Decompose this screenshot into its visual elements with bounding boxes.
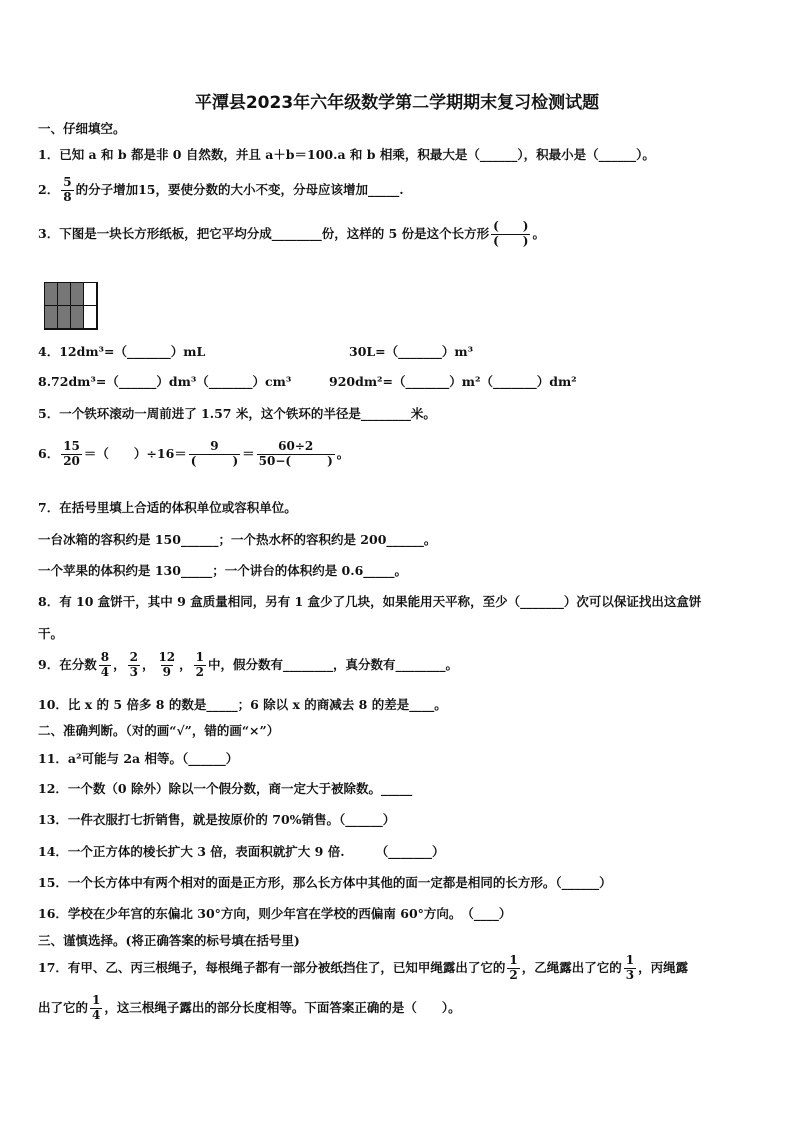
fraction: $\frac{5}{8}$ [63, 175, 72, 204]
question-7-line-2: 一个苹果的体积约是 130_____；一个讲台的体积约是 0.6_____。 [38, 563, 408, 578]
question-16: 16．学校在少年宫的东偏北 30°方向，则少年宫在学校的西偏南 60°方向。 （____） [38, 906, 512, 921]
question-6: 6． $\frac{15}{20}$ ＝（ ）÷16＝ $\frac{9}{( )}$ ＝ $\frac{60\div 2}{50-( )}$ 。 [38, 439, 350, 468]
section-1-heading: 一、仔细填空。 [38, 121, 126, 136]
fraction: $\frac{60\div 2}{50-( )}$ [258, 439, 333, 468]
question-1: 1．已知 a 和 b 都是非 0 自然数，并且 a＋b＝100.a 和 b 相乘，积最大是（______），积最小是（______）。 [38, 147, 655, 162]
rectangle-grid-figure [44, 282, 98, 330]
question-3: 3．下图是一块长方形纸板，把它平均分成________份，这样的 5 份是这个长方形 $\frac{( )}{( )}$ 。 [38, 219, 545, 248]
question-4-part-d: 920dm²=（_______）m²（_______）dm² [329, 374, 577, 389]
question-9: 9．在分数 $\frac{8}{4}$ ， $\frac{2}{3}$ ， $\frac{12}{9}$ ， $\frac{1}{2}$ 中，假分数有________，真分数有________。 [38, 650, 459, 679]
fraction: $\frac{1}{2}$ [509, 953, 518, 982]
fraction: $\frac{1}{3}$ [625, 953, 635, 982]
section-2-heading: 二、准确判断。（对的画“√”，错的画“×”） [38, 723, 280, 738]
question-4-part-b: 30L=（_______）m³ [349, 344, 474, 359]
fraction: $\frac{1}{2}$ [195, 650, 205, 679]
question-2: 2． $\frac{5}{8}$ 的分子增加15，要使分数的大小不变，分母应该增加_____. [38, 175, 404, 204]
question-4-part-c: 8.72dm³=（______）dm³（_______）cm³ [38, 374, 292, 389]
question-10: 10．比 x 的 5 倍多 8 的数是_____；6 除以 x 的商减去 8 的差是____。 [38, 697, 447, 712]
question-13: 13．一件衣服打七折销售，就是按原价的 70%销售。（______） [38, 812, 396, 827]
fraction: $\frac{15}{20}$ [63, 439, 80, 468]
fraction: $\frac{( )}{( )}$ [493, 219, 529, 248]
question-12: 12．一个数（0 除外）除以一个假分数，商一定大于被除数。_____ [38, 781, 413, 796]
page-title: 平潭县2023年六年级数学第二学期期末复习检测试题 [194, 93, 600, 113]
section-3-heading: 三、谨慎选择。(将正确答案的标号填在括号里) [38, 933, 300, 948]
question-11: 11．a²可能与 2a 相等。（______） [38, 751, 239, 766]
question-7-line-1: 一台冰箱的容积约是 150______；一个热水杯的容积约是 200______。 [38, 532, 437, 547]
question-4-part-a: 4．12dm³=（_______）mL [38, 344, 206, 359]
question-5: 5．一个铁环滚动一周前进了 1.57 米，这个铁环的半径是________米。 [38, 406, 436, 421]
question-8: 8．有 10 盒饼干，其中 9 盒质量相同，另有 1 盒少了几块，如果能用天平称，至少（_______）次可以保证找出这盒饼 [38, 594, 702, 609]
question-17-continued: 出了它的 $\frac{1}{4}$ ，这三根绳子露出的部分长度相等。下面答案正确的是（ ）。 [38, 993, 461, 1022]
fraction: $\frac{2}{3}$ [129, 650, 138, 679]
fraction: $\frac{12}{9}$ [158, 650, 176, 679]
question-7: 7．在括号里填上合适的体积单位或容积单位。 [38, 500, 297, 515]
fraction: $\frac{1}{4}$ [92, 993, 101, 1022]
question-15: 15．一个长方体中有两个相对的面是正方形，那么长方体中其他的面一定都是相同的长方形。（______） [38, 875, 612, 890]
question-8-continued: 干。 [38, 626, 64, 641]
question-17: 17．有甲、乙、丙三根绳子，每根绳子都有一部分被纸挡住了，已知甲绳露出了它的 $\frac{1}{2}$ ，乙绳露出了它的 $\frac{1}{3}$ ，丙绳露 [38, 953, 689, 982]
fraction: $\frac{8}{4}$ [100, 650, 110, 679]
question-14: 14．一个正方体的棱长扩大 3 倍，表面积就扩大 9 倍. （_______） [38, 844, 445, 859]
fraction: $\frac{9}{( )}$ [190, 439, 239, 468]
